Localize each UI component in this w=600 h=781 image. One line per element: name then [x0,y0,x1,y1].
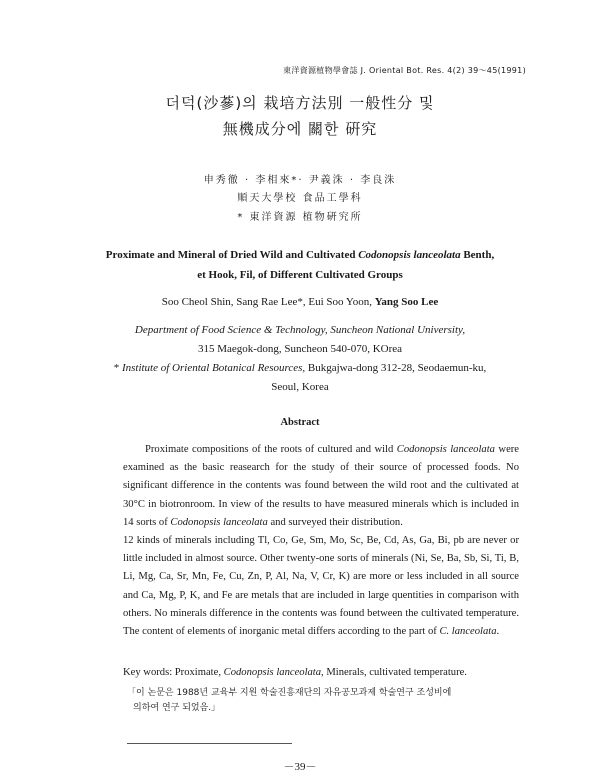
funding-note [127,686,519,716]
abstract-text: 12 kinds of minerals including Tl, Co, Ge, Sm, Mo, Sc, Be, Cd, As, Ga, Bi, pb are never or little included in almost source. Other twenty-one sorts of minerals (Ni, Se, Ba, Sb, Si, Ti, B, Li, Mg, Ca, Sr, Mn, Fe, Cu, Zn, P, Al, Na, V, Cr, K) are more or less included in all source and Ca, Mg, P, K, and Fe are metals that are included in large quentities in comparison with others. No minerals difference in the contents was found between the cultivated temperature. The content of elements of inorganic metal differs according to the part of [123,535,519,638]
institute-city: Seoul, Korea [271,381,329,393]
abstract-text: . [496,626,500,638]
institute-address: Bukgajwa-dong 312-28, Seodaemun-ku, [305,362,487,374]
institute-name: Institute of Oriental Botanical Resources, [121,362,306,374]
title-text-suffix: Benth, [460,249,495,261]
abstract-text: were examined as the basic reasearch for the study of their source of processed foods. No significant difference in the contents was found between the wild root and the cultivated at 30°C in biotronroom. In view of the results to have measured minerals which is included in 14 sorts of [123,444,520,528]
korean-authors: 申秀徹 · 李相來*· 尹義洙 · 李良洙 [203,175,397,186]
department-affiliation: Department of Food Science & Technology, Suncheon National University, [134,324,466,336]
abstract-heading: Abstract [280,417,320,428]
author-list [0,296,600,308]
page-number: －39－ [283,761,317,773]
title-text: Proximate and Mineral of Dried Wild and Cultivated [105,249,359,261]
keywords [123,667,523,678]
english-title-line-1 [0,249,600,261]
keywords-label: Key words: Proximate, [123,667,224,678]
funding-note-line-2: 의하여 연구 되었음.」 [133,703,221,713]
journal-citation: 東洋資源植物學會誌 J. Oriental Bot. Res. 4(2) 39～45(1991) [283,66,526,75]
korean-title-line-1: 더덕(沙蔘)의 栽培方法別 一般性分 및 [165,94,435,112]
english-title-line-2: et Hook, Fil, of Different Cultivated Groups [197,269,403,281]
title-species: Codonopsis lanceolata [358,249,461,261]
korean-affiliation-2: * 東洋資源 植物硏究所 [237,212,363,223]
department-address: 315 Maegok-dong, Suncheon 540-070, KOrea [197,343,403,355]
author-name-bold: Yang Soo Lee [374,296,439,308]
abstract-species: C. lanceolata [439,626,497,638]
institute-marker: * [113,362,122,374]
funding-note-line-1: 「이 논문은 1988년 교육부 지원 학술진흥재단의 자유공모과제 학술연구 조성비에 [127,688,452,698]
korean-affiliation-1: 順天大學校 食品工學科 [237,193,363,204]
abstract-paragraph-1 [123,441,519,532]
korean-title-line-2: 無機成分에 關한 硏究 [222,120,378,138]
abstract-species: Codonopsis lanceolata [170,516,268,528]
author-names: Soo Cheol Shin, Sang Rae Lee*, Eui Soo Yoon, [161,296,375,308]
footnote-rule [127,743,292,744]
institute-affiliation [0,362,600,374]
abstract-text: and surveyed their distribution. [267,516,403,528]
abstract-body [123,441,519,641]
abstract-species: Codonopsis lanceolata [396,444,495,455]
abstract-paragraph-2 [123,532,519,641]
keywords-rest: , Minerals, cultivated temperature. [321,667,467,678]
keywords-species: Codonopsis lanceolata [223,667,322,678]
abstract-text: Proximate compositions of the roots of cultured and wild [145,444,397,455]
